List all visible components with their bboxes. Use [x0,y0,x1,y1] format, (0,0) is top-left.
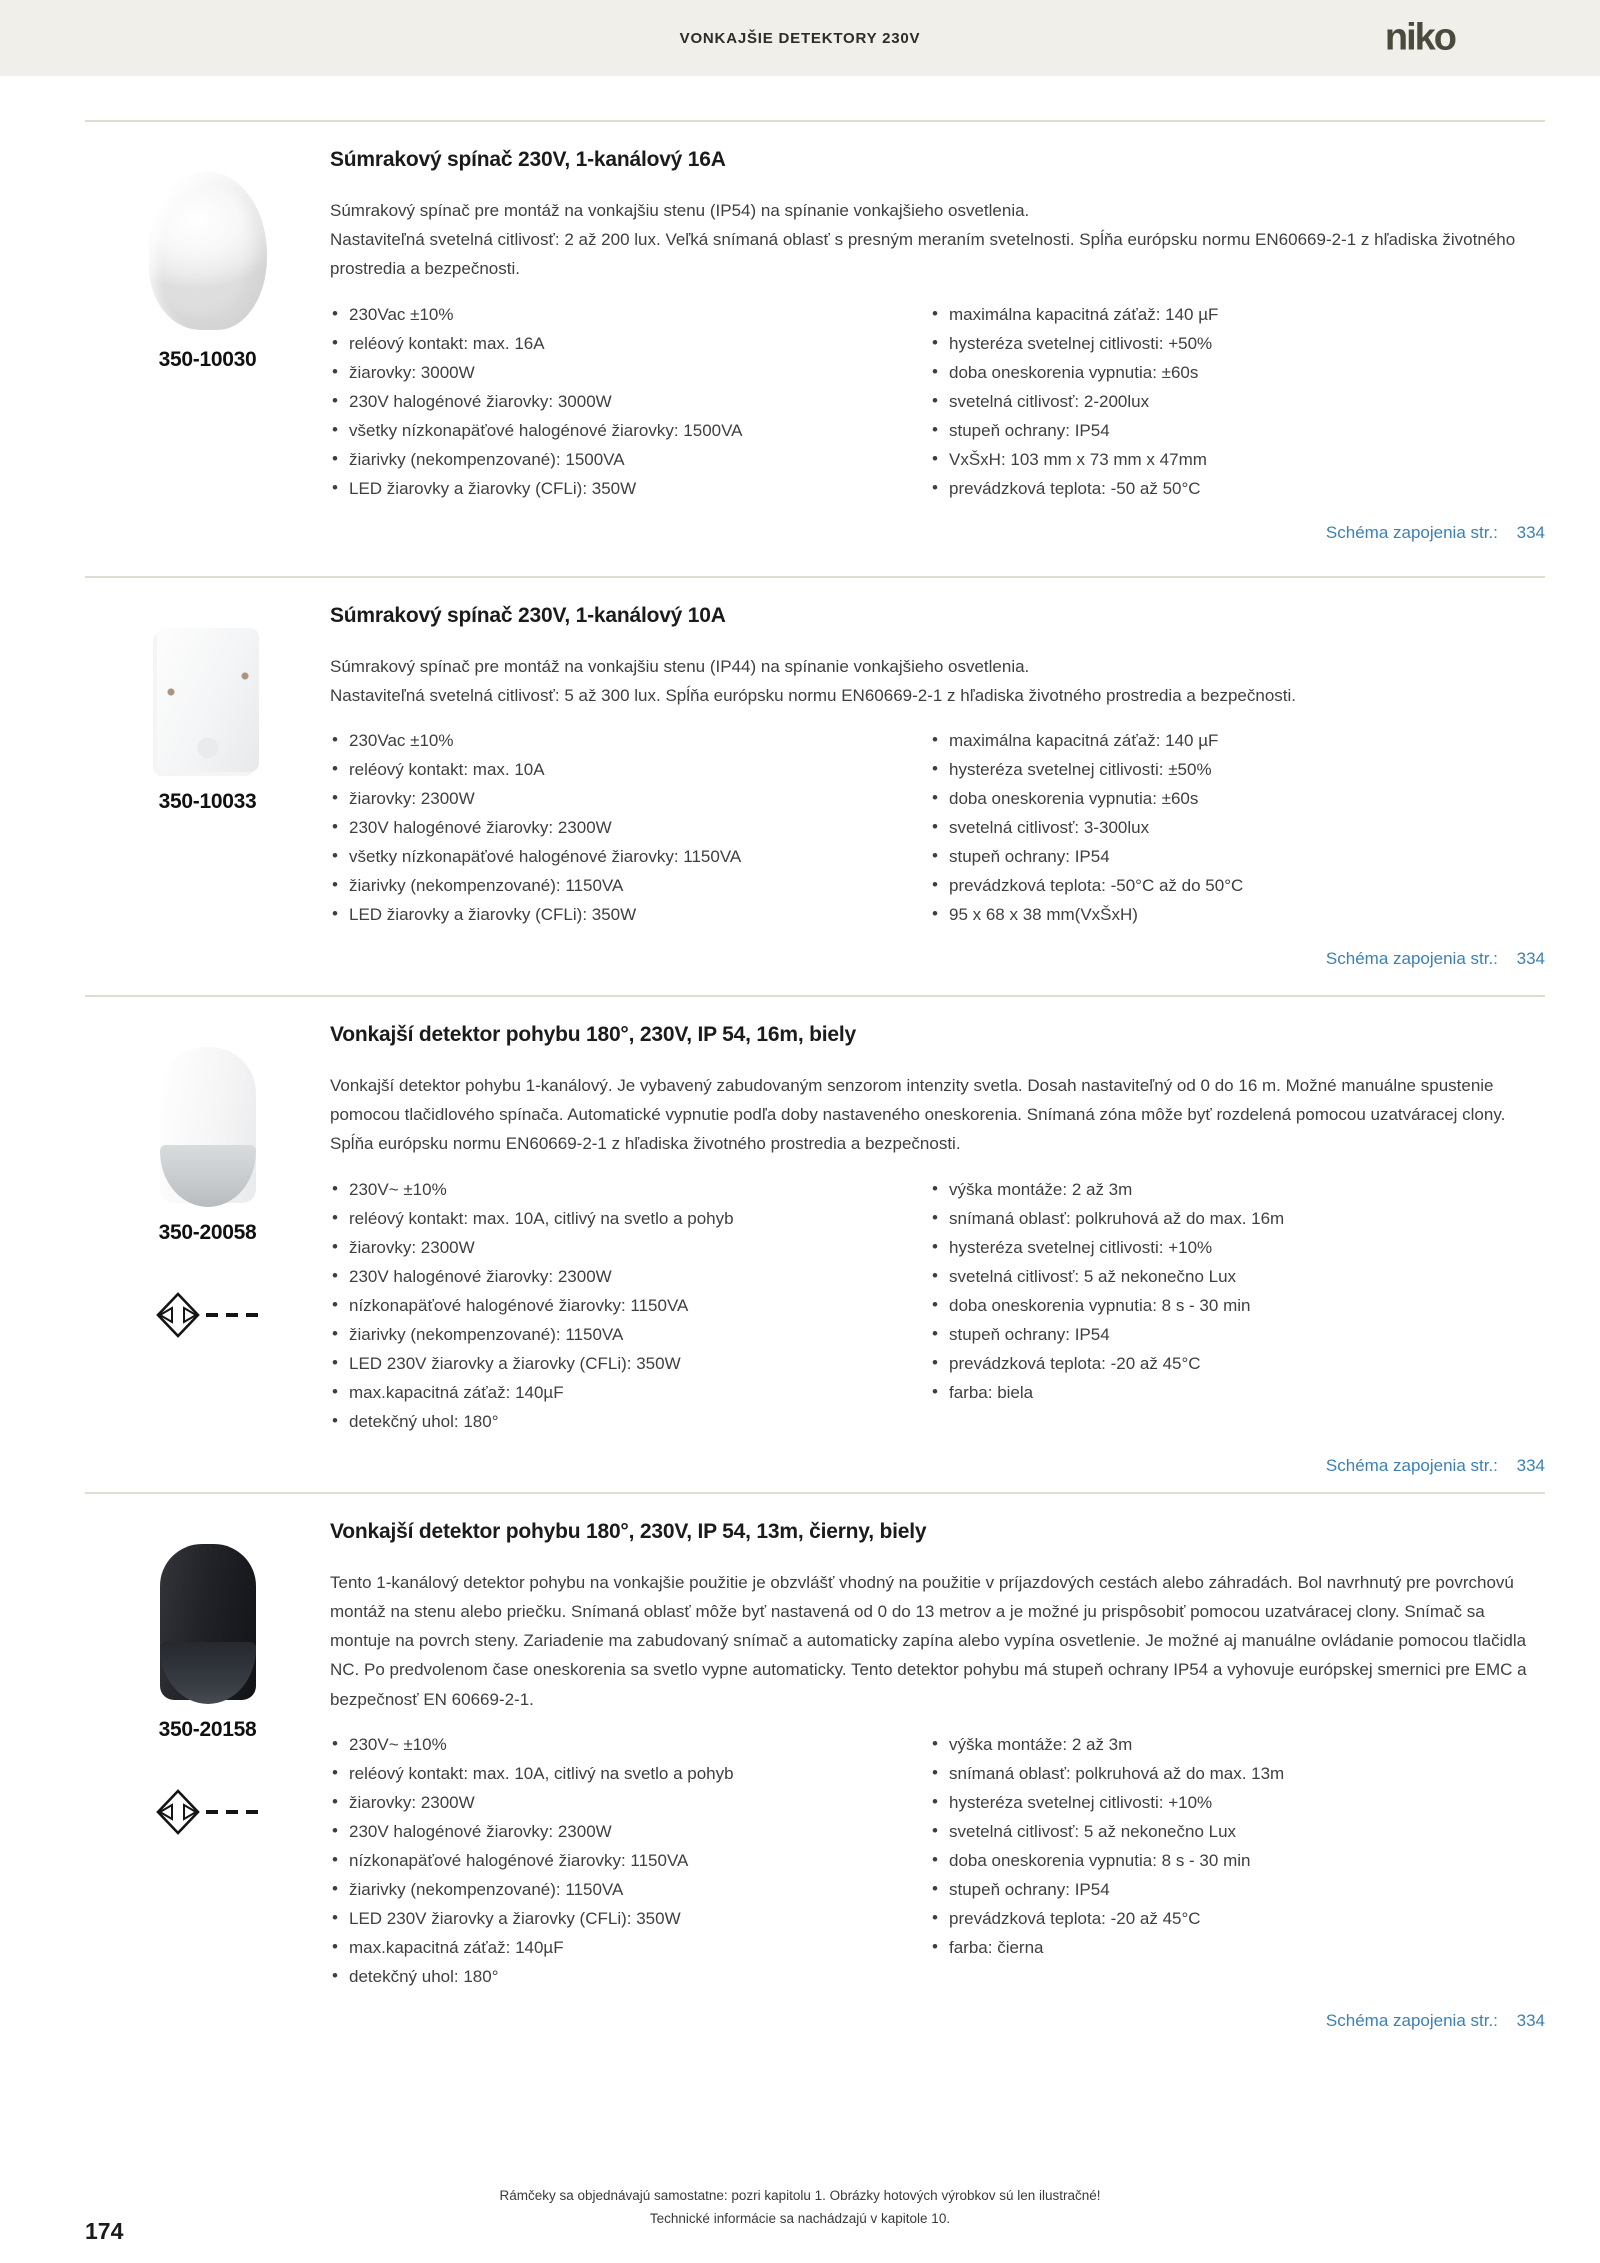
spec-list-right [930,1734,1545,1995]
spec-item: • hysteréza svetelnej citlivosti: +10% [930,1237,1545,1259]
spec-list-left [330,730,930,933]
schema-reference [330,2011,1545,2031]
product-code: 350-20158 [158,1717,257,1741]
product-description [330,1568,1545,1714]
description-paragraph: Nastaviteľná svetelná citlivosť: 2 až 200 lux. Veľká snímaná oblasť s presným meraním svetelnosti. Spĺňa európsku normu EN60669-2-1 z hľadiska životného prostredia a bezpečnosti. [330,230,1516,279]
motion-detector-symbol [156,1788,260,1836]
spec-item: • 230V halogénové žiarovky: 2300W [330,817,930,839]
spec-list-right [930,730,1545,933]
spec-item: • výška montáže: 2 až 3m [930,1734,1545,1756]
spec-item: • max.kapacitná záťaž: 140µF [330,1937,930,1959]
spec-item: • snímaná oblasť: polkruhová až do max. 13m [930,1763,1545,1785]
spec-item: • 230Vac ±10% [330,304,930,326]
product-content [330,602,1545,979]
product-code: 350-10033 [158,790,257,813]
niko-logo: niko [1384,16,1455,59]
spec-item: • všetky nízkonapäťové halogénové žiarovky: 1150VA [330,846,930,868]
product-title: Súmrakový spínač 230V, 1-kanálový 16A [330,148,726,171]
footer-notes [0,2184,1600,2231]
spec-item: • reléový kontakt: max. 10A, citlivý na svetlo a pohyb [330,1763,930,1785]
spec-item: • LED žiarovky a žiarovky (CFLi): 350W [330,904,930,926]
spec-item: • 230Vac ±10% [330,730,930,752]
product-title: Vonkajší detektor pohybu 180°, 230V, IP 54, 16m, biely [330,1023,856,1046]
spec-item: • LED 230V žiarovky a žiarovky (CFLi): 350W [330,1353,930,1375]
product-section-350-20058 [85,995,1545,1492]
footer-note-line2: Technické informácie sa nachádzajú v kapitole 10. [649,2211,951,2227]
product-section-350-10030 [85,120,1545,576]
spec-item: • žiarovky: 3000W [330,362,930,384]
product-code: 350-20058 [158,1221,257,1244]
spec-item: • 230V~ ±10% [330,1734,930,1756]
spec-item: • svetelná citlivosť: 2-200lux [930,391,1545,413]
spec-item: • farba: biela [930,1382,1545,1404]
page-number: 174 [85,2218,124,2244]
schema-page-number: 334 [1516,949,1545,969]
spec-item: • svetelná citlivosť: 5 až nekonečno Lux [930,1266,1545,1288]
spec-item: • 230V halogénové žiarovky: 2300W [330,1821,930,1843]
motion-detector-symbol [156,1291,260,1339]
schema-reference [330,949,1545,969]
spec-item: • stupeň ochrany: IP54 [930,420,1545,442]
description-paragraph: Súmrakový spínač pre montáž na vonkajšiu stenu (IP54) na spínanie vonkajšieho osvetlenia. [330,201,1030,220]
product-photo-motion-detector-black [160,1544,256,1700]
page-header [0,0,1600,76]
schema-page-number: 334 [1516,522,1545,542]
spec-item: • farba: čierna [930,1937,1545,1959]
spec-list-right [930,1179,1545,1440]
spec-columns [330,730,1545,933]
schema-page-number: 334 [1516,2010,1545,2030]
product-media-column [85,1518,330,2031]
spec-item: • nízkonapäťové halogénové žiarovky: 1150VA [330,1850,930,1872]
product-title: Vonkajší detektor pohybu 180°, 230V, IP 54, 13m, čierny, biely [330,1519,927,1543]
product-content [330,1518,1545,2031]
spec-item: • žiarivky (nekompenzované): 1150VA [330,1324,930,1346]
spec-item: • reléový kontakt: max. 16A [330,333,930,355]
schema-label: Schéma zapojenia str.: [1325,2010,1498,2030]
spec-item: • žiarovky: 2300W [330,1792,930,1814]
product-section-350-10033 [85,576,1545,995]
spec-list-left [330,1179,930,1440]
spec-item: • max.kapacitná záťaž: 140µF [330,1382,930,1404]
footer-note-line1: Rámčeky sa objednávajú samostatne: pozri kapitolu 1. Obrázky hotových výrobkov sú len ilustračné! [499,2187,1101,2203]
spec-item: • 230V halogénové žiarovky: 2300W [330,1266,930,1288]
spec-item: • doba oneskorenia vypnutia: 8 s - 30 min [930,1850,1545,1872]
spec-item: • detekčný uhol: 180° [330,1966,930,1988]
spec-item: • žiarovky: 2300W [330,1237,930,1259]
product-section-350-20158 [85,1492,1545,2047]
spec-item: • maximálna kapacitná záťaž: 140 µF [930,730,1545,752]
spec-item: • žiarivky (nekompenzované): 1500VA [330,449,930,471]
spec-item: • stupeň ochrany: IP54 [930,1879,1545,1901]
spec-item: • výška montáže: 2 až 3m [930,1179,1545,1201]
product-media-column [85,1021,330,1476]
spec-item: • LED 230V žiarovky a žiarovky (CFLi): 350W [330,1908,930,1930]
schema-page-number: 334 [1516,1455,1545,1475]
description-paragraph: Vonkajší detektor pohybu 1-kanálový. Je vybavený zabudovaným senzorom intenzity svetla. Dosah nastaviteľný od 0 do 16 m. Možné manuálne spustenie pomocou tlačidlového spínača. Automatické vypnutie podľa doby nastaveného oneskorenia. Snímaná zóna môže byť rozdelená pomocou uzatváracej clony. Spĺňa európsku normu EN60669-2-1 z hľadiska životného prostredia a bezpečnosti. [330,1076,1506,1154]
product-content [330,146,1545,560]
spec-item: • doba oneskorenia vypnutia: ±60s [930,788,1545,810]
schema-reference [330,1456,1545,1476]
spec-item: • prevádzková teplota: -50 až 50°C [930,478,1545,500]
schema-reference [330,523,1545,543]
product-content [330,1021,1545,1476]
product-description [330,1071,1545,1159]
spec-item: • snímaná oblasť: polkruhová až do max. 16m [930,1208,1545,1230]
description-paragraph: Súmrakový spínač pre montáž na vonkajšiu stenu (IP44) na spínanie vonkajšieho osvetlenia. [330,657,1030,676]
product-photo-dusk-switch-10a [157,628,259,772]
spec-item: • maximálna kapacitná záťaž: 140 µF [930,304,1545,326]
schema-label: Schéma zapojenia str.: [1325,522,1498,542]
spec-item: • reléový kontakt: max. 10A, citlivý na svetlo a pohyb [330,1208,930,1230]
spec-item: • detekčný uhol: 180° [330,1411,930,1433]
spec-item: • hysteréza svetelnej citlivosti: +50% [930,333,1545,355]
spec-item: • svetelná citlivosť: 3-300lux [930,817,1545,839]
spec-item: • hysteréza svetelnej citlivosti: ±50% [930,759,1545,781]
spec-item: • doba oneskorenia vypnutia: ±60s [930,362,1545,384]
spec-item: • nízkonapäťové halogénové žiarovky: 1150VA [330,1295,930,1317]
spec-item: • stupeň ochrany: IP54 [930,846,1545,868]
spec-list-right [930,304,1545,507]
catalog-body [0,76,1600,2047]
spec-item: • hysteréza svetelnej citlivosti: +10% [930,1792,1545,1814]
spec-item: • LED žiarovky a žiarovky (CFLi): 350W [330,478,930,500]
spec-item: • 95 x 68 x 38 mm(VxŠxH) [930,904,1545,926]
spec-item: • prevádzková teplota: -50°C až do 50°C [930,875,1545,897]
description-paragraph: Nastaviteľná svetelná citlivosť: 5 až 300 lux. Spĺňa európsku normu EN60669-2-1 z hľadiska životného prostredia a bezpečnosti. [330,686,1296,706]
product-description [330,652,1545,710]
schema-label: Schéma zapojenia str.: [1325,1455,1498,1475]
spec-item: • reléový kontakt: max. 10A [330,759,930,781]
spec-item: • všetky nízkonapäťové halogénové žiarovky: 1500VA [330,420,930,442]
product-code: 350-10030 [158,348,257,371]
product-photo-motion-detector-white [160,1047,256,1203]
spec-item: • 230V~ ±10% [330,1179,930,1201]
spec-item: • prevádzková teplota: -20 až 45°C [930,1353,1545,1375]
page-header-title: VONKAJŠIE DETEKTORY 230V [679,29,921,47]
spec-item: • VxŠxH: 103 mm x 73 mm x 47mm [930,449,1545,471]
spec-item: • svetelná citlivosť: 5 až nekonečno Lux [930,1821,1545,1843]
spec-item: • žiarovky: 2300W [330,788,930,810]
description-paragraph: Tento 1-kanálový detektor pohybu na vonkajšie použitie je obzvlášť vhodný na použitie v príjazdových cestách alebo záhradách. Bol navrhnutý pre povrchovú montáž na stenu alebo priečku. Snímaná oblasť môže byť nastavená od 0 do 13 metrov a je možné ju prispôsobiť pomocou uzatváracej clony. Snímač sa montuje na povrch steny. Zariadenie ma zabudovaný snímač a automaticky zapína alebo vypína osvetlenie. Je možné aj manuálne ovládanie pomocou tlačidla NC. Po predvolenom čase oneskorenia sa svetlo vypne automaticky. Tento detektor pohybu má stupeň ochrany IP54 a vyhovuje európskej smernici pre EMC a bezpečnosť EN 60669-2-1. [330,1572,1527,1709]
spec-item: • doba oneskorenia vypnutia: 8 s - 30 min [930,1295,1545,1317]
product-media-column [85,146,330,560]
spec-item: • stupeň ochrany: IP54 [930,1324,1545,1346]
product-media-column [85,602,330,979]
spec-list-left [330,304,930,507]
spec-item: • 230V halogénové žiarovky: 3000W [330,391,930,413]
product-description [330,196,1545,284]
spec-columns [330,304,1545,507]
product-title: Súmrakový spínač 230V, 1-kanálový 10A [330,604,726,627]
spec-item: • žiarivky (nekompenzované): 1150VA [330,1879,930,1901]
spec-columns [330,1734,1545,1995]
spec-item: • žiarivky (nekompenzované): 1150VA [330,875,930,897]
spec-item: • prevádzková teplota: -20 až 45°C [930,1908,1545,1930]
product-photo-dusk-switch-16a [149,172,267,330]
spec-columns [330,1179,1545,1440]
schema-label: Schéma zapojenia str.: [1325,949,1498,969]
spec-list-left [330,1734,930,1995]
